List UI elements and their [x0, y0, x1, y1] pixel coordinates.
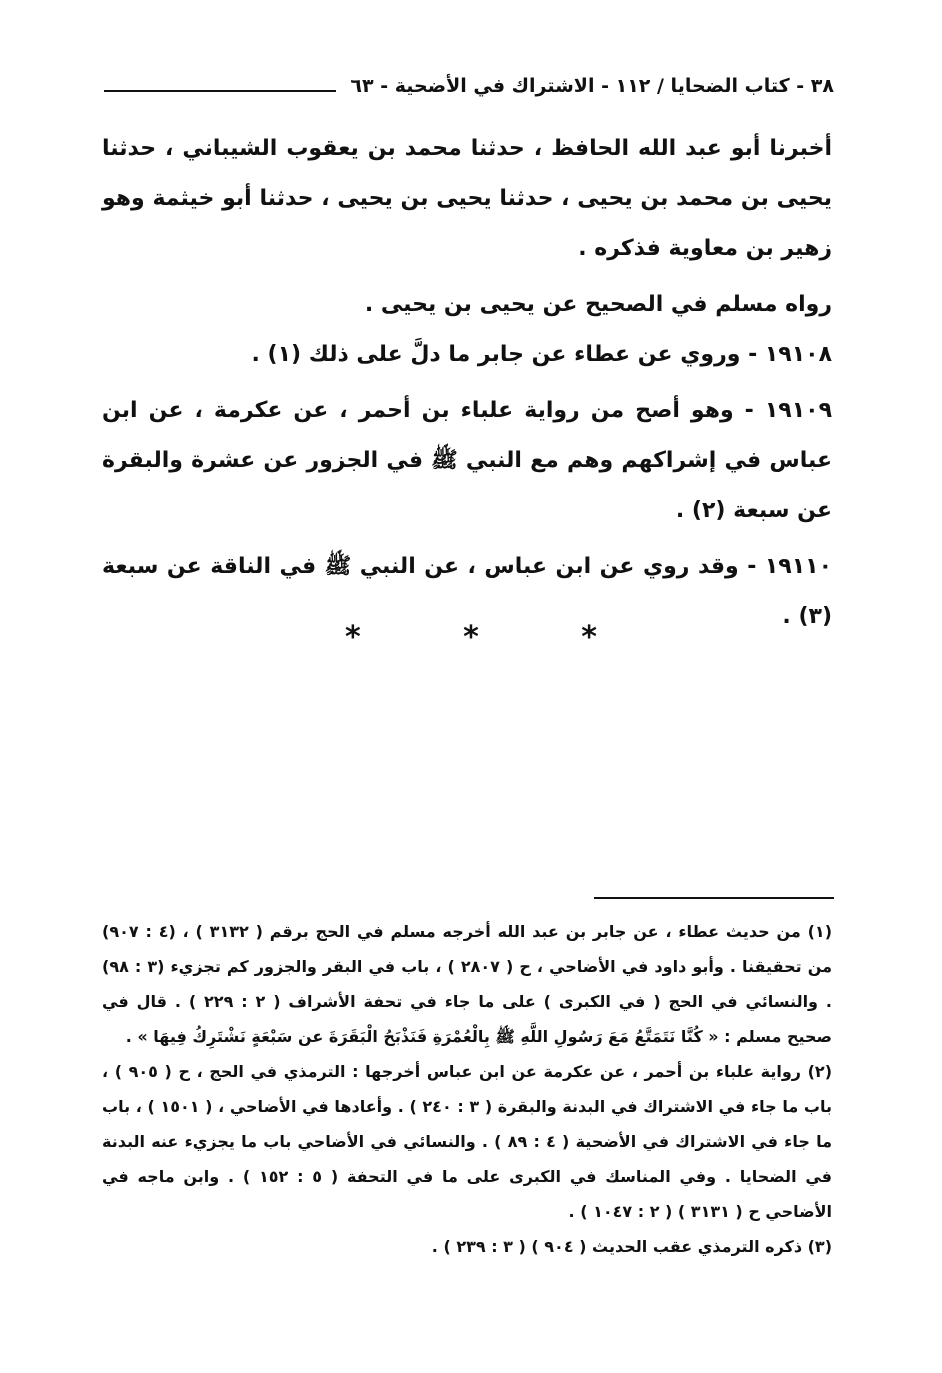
paragraph-19110: ١٩١١٠ - وقد روي عن ابن عباس ، عن النبي ﷺ في الناقة عن سبعة (٣) . — [102, 554, 832, 629]
section-separator-stars: * * * — [345, 620, 643, 655]
main-text — [102, 124, 832, 642]
paragraph-19108: ١٩١٠٨ - وروي عن عطاء عن جابر ما دلَّ على ذلك (١) . — [251, 342, 832, 367]
running-header — [104, 66, 834, 106]
footnote-3: (٣) ذكره الترمذي عقب الحديث ( ٩٠٤ ) ( ٣ : ٢٣٩ ) . — [431, 1237, 832, 1256]
header-rule — [104, 90, 336, 92]
footnote-rule — [594, 897, 834, 899]
paragraph-isnad: أخبرنا أبو عبد الله الحافظ ، حدثنا محمد بن يعقوب الشيباني ، حدثنا يحيى بن محمد بن يحيى ، حدثنا يحيى بن يحيى ، حدثنا أبو خيثمة وهو زهير بن معاوية فذكره . — [102, 136, 832, 261]
footnote-1: (١) من حديث عطاء ، عن جابر بن عبد الله أخرجه مسلم في الحج برقم ( ٣١٣٢ ) ، (٤ : ٩٠٧) من تحقيقنا . وأبو داود في الأضاحي ، ح ( ٢٨٠٧ ) ، باب في البقر والجزور كم تجزيء (٣ : ٩٨) . والنسائي في الحج ( في الكبرى ) على ما جاء في تحفة الأشراف ( ٢ : ٢٢٩ ) . قال في صحيح مسلم : « كُنَّا نَتَمَتَّعُ مَعَ رَسُولِ اللَّهِ ﷺ بِالْعُمْرَةِ فَنَذْبَحُ الْبَقَرَةَ عن سَبْعَةٍ نَشْتَرِكُ فِيهَا » . — [102, 922, 832, 1046]
footnotes — [102, 914, 832, 1264]
paragraph-19109: ١٩١٠٩ - وهو أصح من رواية علباء بن أحمر ، عن عكرمة ، عن ابن عباس في إشراكهم وهم مع النبي ﷺ في الجزور عن عشرة والبقرة عن سبعة (٢) . — [102, 398, 832, 523]
paragraph-muslim: رواه مسلم في الصحيح عن يحيى بن يحيى . — [364, 292, 832, 317]
footnote-2: (٢) رواية علباء بن أحمر ، عن عكرمة عن ابن عباس أخرجها : الترمذي في الحج ، ح ( ٩٠٥ ) ، باب ما جاء في الاشتراك في البدنة والبقرة ( ٣ : ٢٤٠ ) . وأعادها في الأضاحي ، ( ١٥٠١ ) ، باب ما جاء في الاشتراك في الأضحية ( ٤ : ٨٩ ) . والنسائي في الأضاحي باب ما يجزيء عنه البدنة في الضحايا . وفي المناسك في الكبرى على ما في التحفة ( ٥ : ١٥٢ ) . وابن ماجه في الأضاحي ح ( ٣١٣١ ) ( ٢ : ١٠٤٧ ) . — [102, 1062, 833, 1221]
running-title: ٣٨ - كتاب الضحايا / ١١٢ - الاشتراك في الأضحية - ٦٣ — [350, 75, 834, 97]
